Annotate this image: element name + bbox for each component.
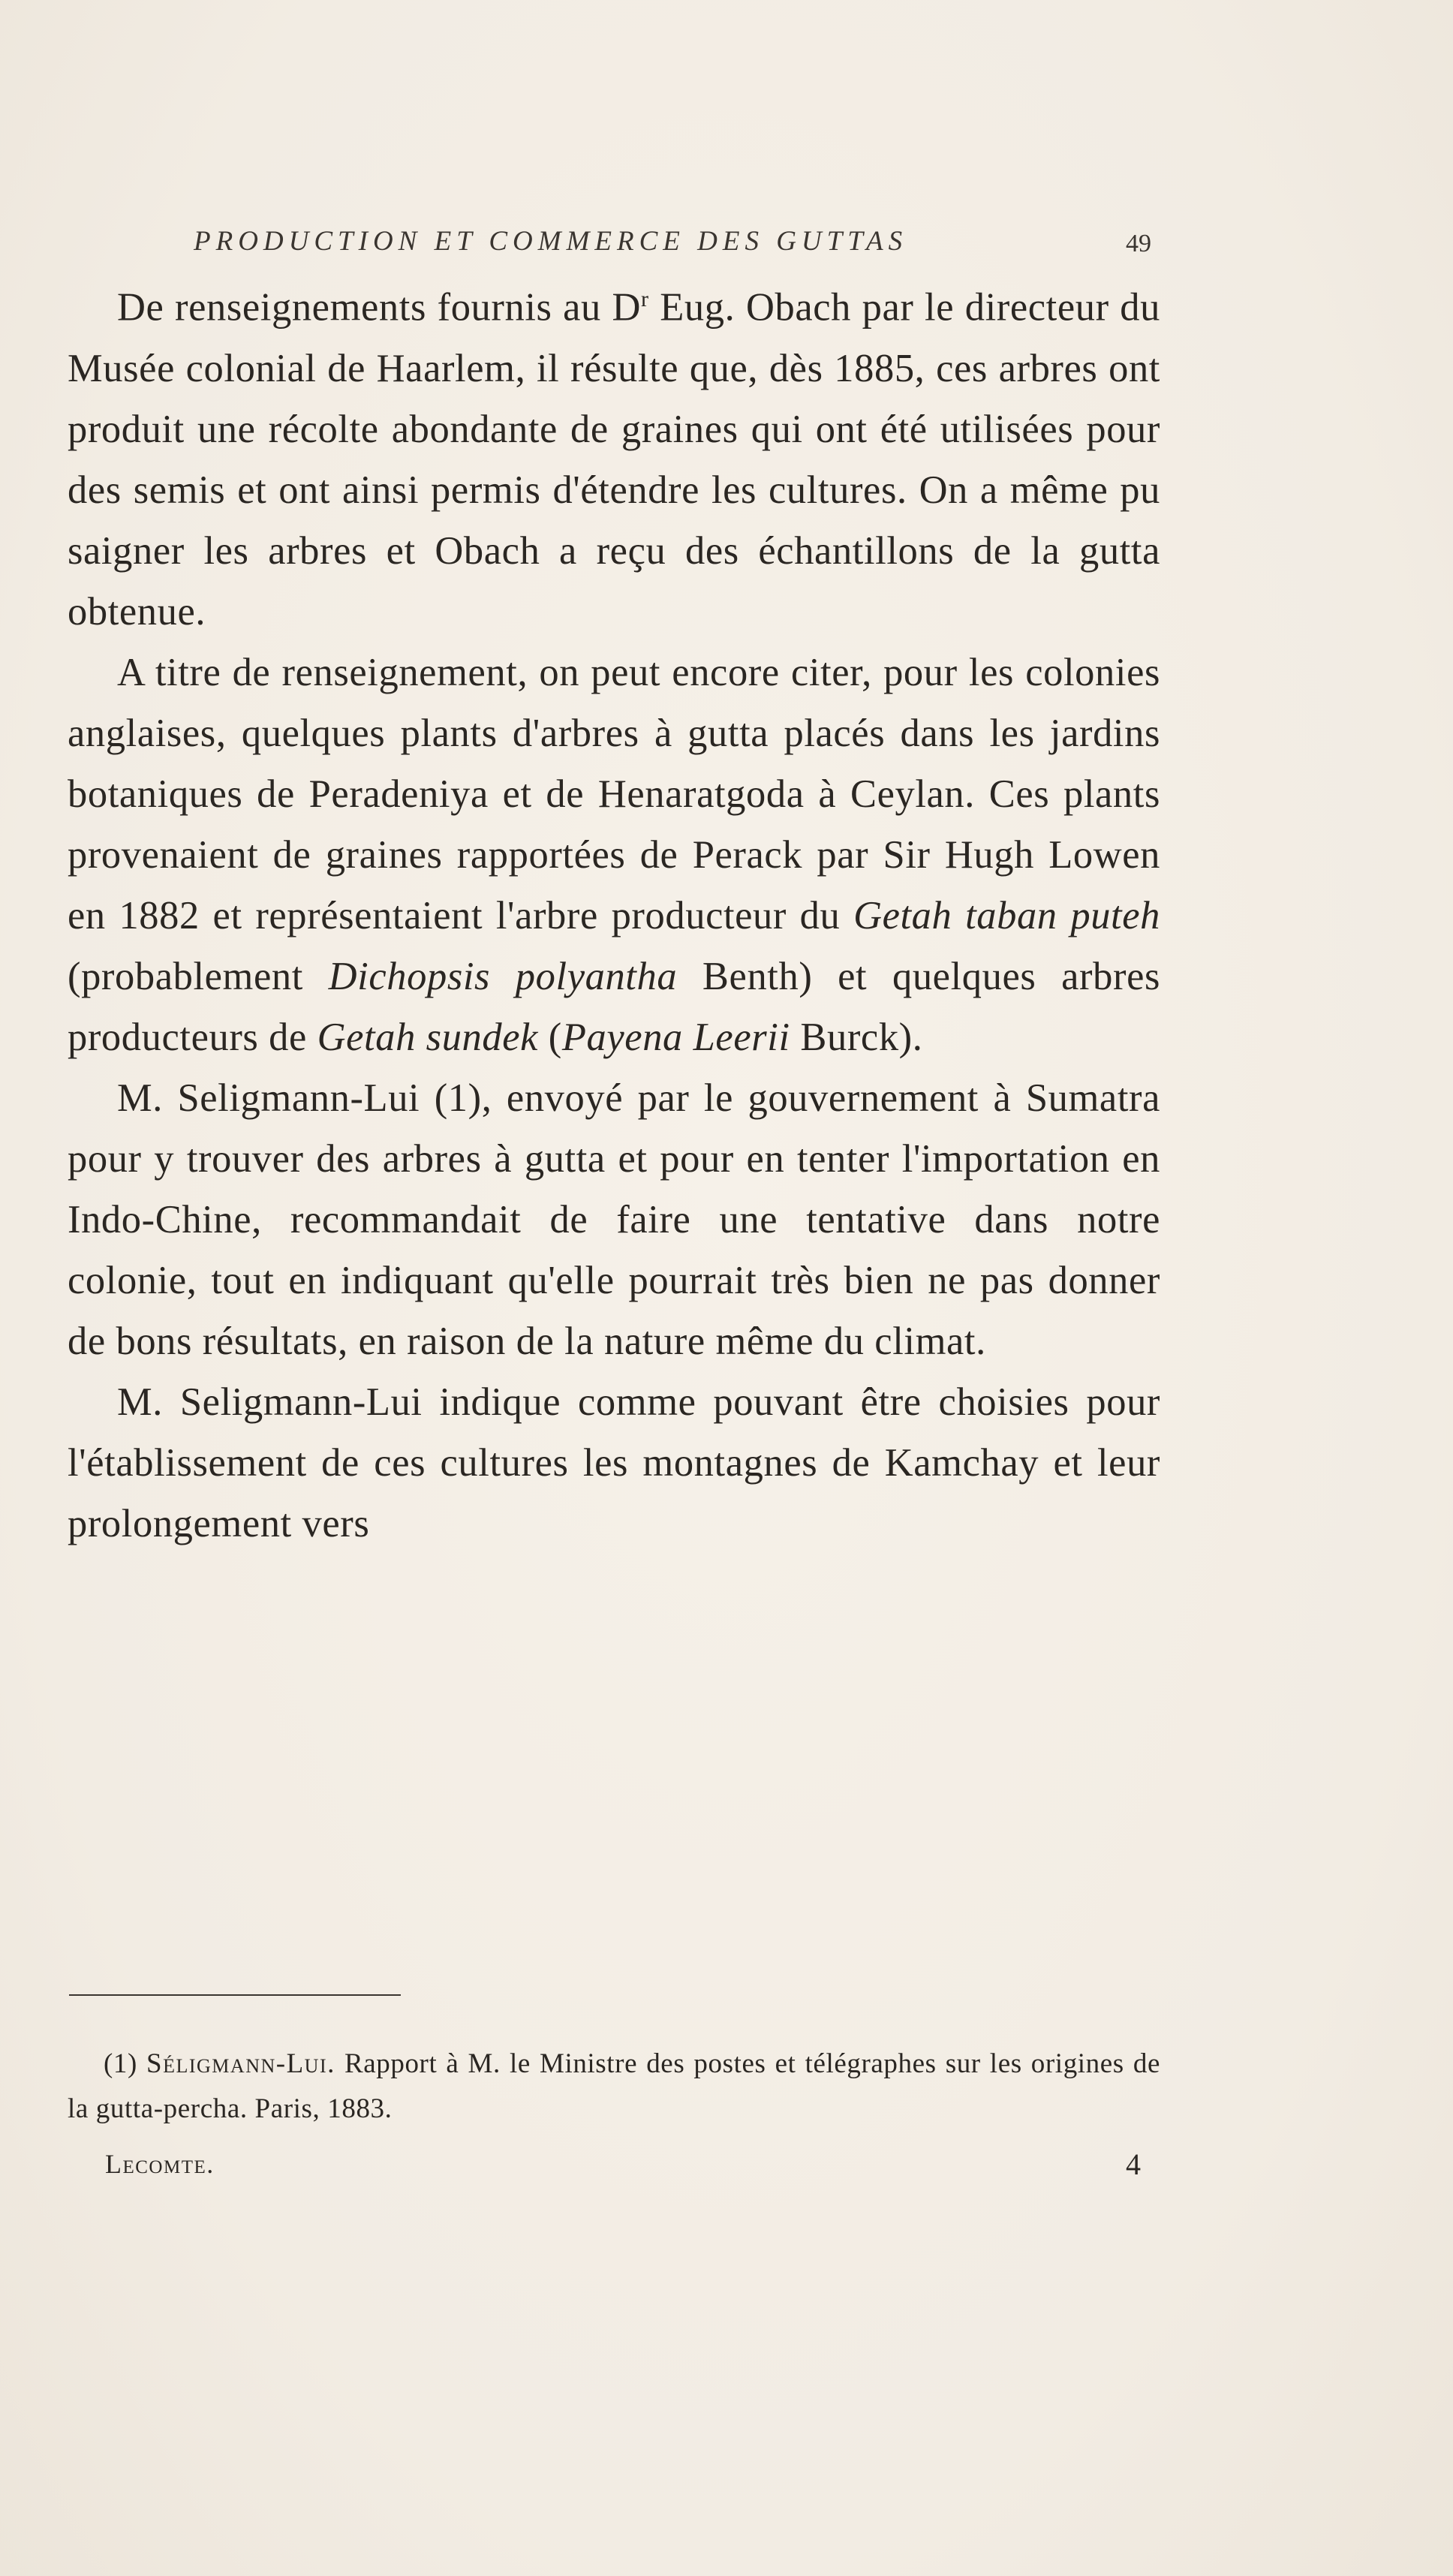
paragraph-3: M. Seligmann-Lui (1), envoyé par le gouvernement à Sumatra pour y trouver des arbres à gutta et pour en tenter l'importation en Indo-Chine, recommandait de faire une tentative dans notre colonie, tout en indiquant qu'elle pourrait très bien ne pas donner de bons résultats, en raison de la nature même du climat. [68, 1076, 1160, 1363]
paragraph-2 [68, 642, 1160, 1068]
footnote [68, 2042, 1160, 2132]
signature-mark: Lecomte. [105, 2149, 215, 2179]
paragraph-2-text-d: ( [538, 1015, 562, 1059]
page-number: 49 [1126, 230, 1151, 257]
paragraph-1 [68, 269, 1160, 642]
paragraph-2-text-e: Burck). [790, 1015, 923, 1059]
running-title: PRODUCTION ET COMMERCE DES GUTTAS [194, 226, 908, 257]
main-text [68, 269, 1160, 1554]
species-name-2: Dichopsis polyantha [328, 954, 678, 998]
paragraph-2-text-a: A titre de renseignement, on peut encore citer, pour les colonies anglaises, quelques plants d'arbres à gutta placés dans les jardins botaniques de Peradeniya et de Henaratgoda à Ceylan. Ces plants provenaient de graines rapportées de Perack par Sir Hugh Lowen en 1882 et représentaient l'arbre producteur du [68, 650, 1160, 937]
paragraph-1-text-a: De renseignements fournis au D [117, 285, 642, 330]
species-name-1: Getah taban puteh [853, 893, 1160, 937]
species-name-3: Getah sundek [317, 1015, 539, 1059]
paragraph-2-text-b: (probablement [68, 954, 329, 998]
paragraph-4: M. Seligmann-Lui indique comme pouvant être choisies pour l'établissement de ces cultures les montagnes de Kamchay et leur prolongement vers [68, 1380, 1160, 1545]
paragraph-1-superscript: r [641, 287, 649, 311]
footnote-author: Séligmann-Lui. [146, 2048, 335, 2079]
species-name-4: Payena Leerii [561, 1015, 790, 1059]
footnote-paragraph [68, 2042, 1160, 2132]
footnote-text: Rapport à M. le Ministre des postes et télégraphes sur les origines de la gutta-percha. Paris, 1883. [68, 2048, 1160, 2124]
sheet-number: 4 [1126, 2147, 1141, 2181]
paragraph-2-text-c: Benth) et quelques arbres producteurs de [68, 954, 1160, 1059]
footnote-rule [69, 1994, 401, 1996]
footnote-marker: (1) [104, 2048, 147, 2079]
paragraph-1-text-b: Eug. Obach par le directeur du Musée colonial de Haarlem, il résulte que, dès 1885, ces arbres ont produit une récolte abondante de graines qui ont été utilisées pour des semis et ont ainsi permis d'étendre les cultures. On a même pu saigner les arbres et Obach a reçu des échantillons de la gutta obtenue. [68, 285, 1161, 633]
